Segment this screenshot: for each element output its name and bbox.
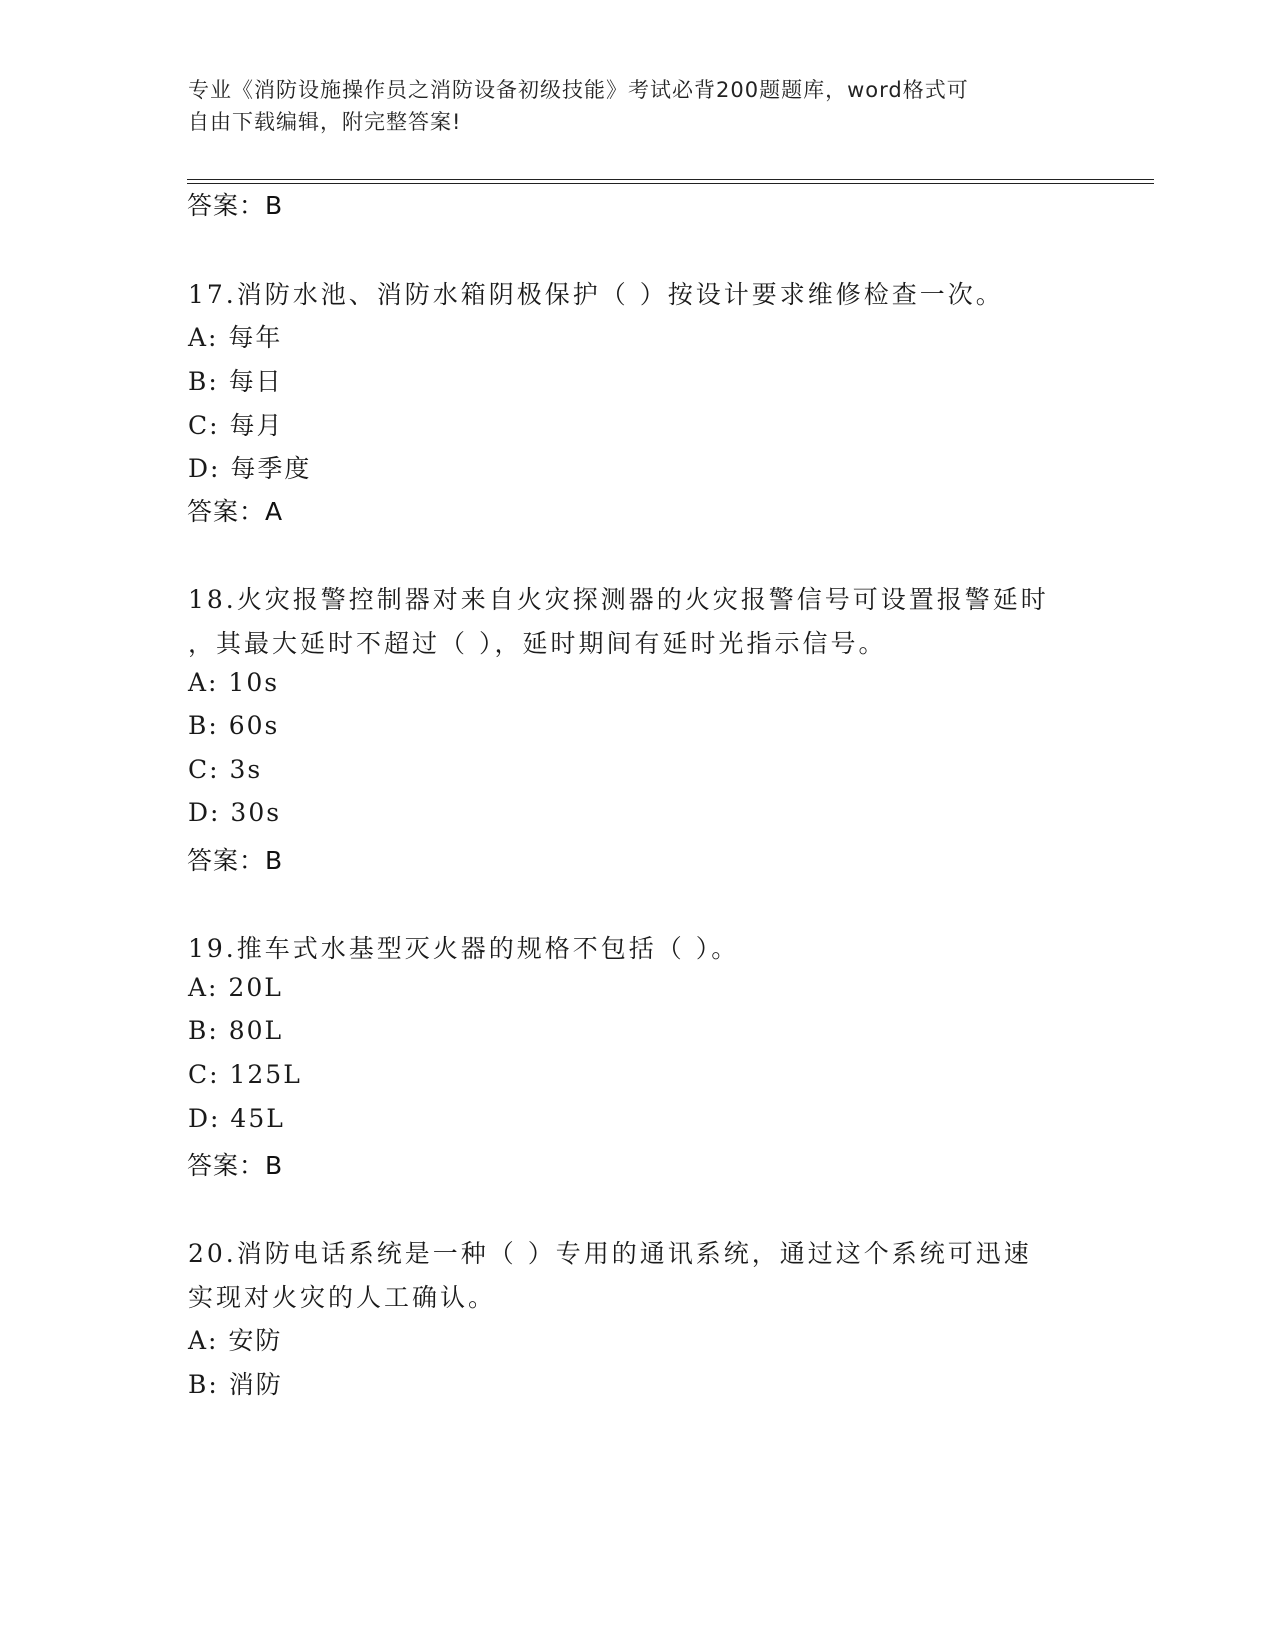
header-divider-bottom [187,183,1154,184]
question-17-option-b: B: 每日 [188,367,283,396]
question-20-text-line-1: 20.消防电话系统是一种（ ）专用的通讯系统，通过这个系统可迅速 [188,1239,1032,1268]
header-divider-top [187,179,1154,180]
answer-label: 答案：B [187,191,284,220]
question-19-option-a: A: 20L [188,973,283,1002]
question-19-text: 19.推车式水基型灭火器的规格不包括（ ）。 [188,934,740,963]
question-19-answer: 答案：B [187,1151,284,1180]
question-20-text-line-2: 实现对火灾的人工确认。 [188,1283,497,1312]
question-17-answer: 答案：A [187,497,284,526]
question-20-option-b: B: 消防 [188,1370,283,1399]
question-19-option-c: C: 125L [188,1060,302,1089]
page-header [188,74,1068,138]
question-17-option-d: D: 每季度 [188,454,312,483]
question-18-option-c: C: 3s [188,755,263,784]
question-17-option-a: A: 每年 [188,323,283,352]
question-19-option-b: B: 80L [188,1016,284,1045]
question-17-option-c: C: 每月 [188,411,284,440]
header-line-1: 专业《消防设施操作员之消防设备初级技能》考试必背200题题库，word格式可 [188,78,969,102]
question-18-option-b: B: 60s [188,711,280,740]
question-18-text-line-2: ，其最大延时不超过（ ），延时期间有延时光指示信号。 [188,629,887,658]
question-17-text: 17.消防水池、消防水箱阴极保护（ ）按设计要求维修检查一次。 [188,280,1004,309]
header-line-2: 自由下载编辑，附完整答案! [188,110,462,134]
question-19-option-d: D: 45L [188,1104,285,1133]
question-18-option-a: A: 10s [188,668,280,697]
question-18-option-d: D: 30s [188,798,282,827]
question-18-answer: 答案：B [187,846,284,875]
question-18-text-line-1: 18.火灾报警控制器对来自火灾探测器的火灾报警信号可设置报警延时 [188,585,1049,614]
question-20-option-a: A: 安防 [188,1326,283,1355]
